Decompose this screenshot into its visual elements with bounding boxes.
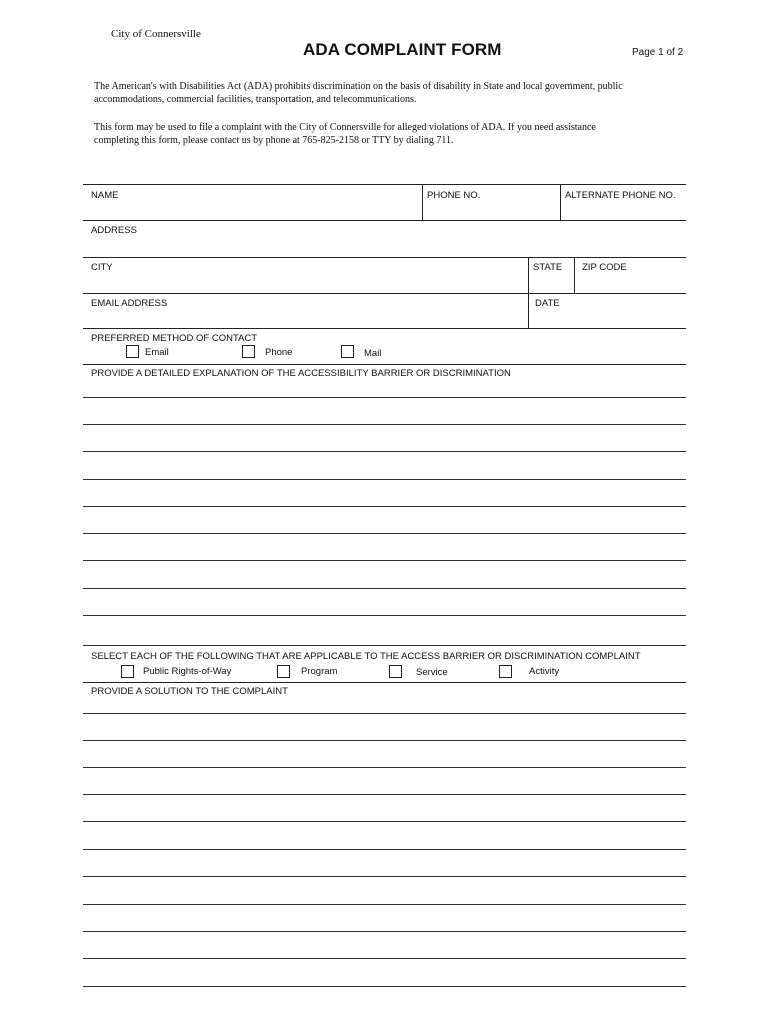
service-label: Service bbox=[416, 667, 448, 678]
page-number: Page 1 of 2 bbox=[632, 47, 684, 58]
solution-line[interactable] bbox=[83, 986, 686, 987]
explanation-line[interactable] bbox=[83, 397, 686, 398]
state-field[interactable] bbox=[529, 258, 574, 292]
solution-line[interactable] bbox=[83, 713, 686, 714]
solution-line[interactable] bbox=[83, 931, 686, 932]
explanation-line[interactable] bbox=[83, 424, 686, 425]
explanation-line[interactable] bbox=[83, 615, 686, 616]
explanation-line[interactable] bbox=[83, 588, 686, 589]
date-label: DATE bbox=[535, 298, 560, 309]
solution-line[interactable] bbox=[83, 904, 686, 905]
solution-line[interactable] bbox=[83, 740, 686, 741]
form-title: ADA COMPLAINT FORM bbox=[303, 40, 502, 59]
solution-line[interactable] bbox=[83, 958, 686, 959]
activity-label: Activity bbox=[529, 666, 560, 677]
city-field[interactable] bbox=[83, 258, 528, 292]
solution-line[interactable] bbox=[83, 849, 686, 850]
solution-line[interactable] bbox=[83, 794, 686, 795]
program-label: Program bbox=[301, 666, 338, 677]
explanation-line[interactable] bbox=[83, 645, 686, 646]
explanation-line[interactable] bbox=[83, 560, 686, 561]
solution-line[interactable] bbox=[83, 821, 686, 822]
state-label: STATE bbox=[533, 262, 563, 273]
email-checkbox[interactable] bbox=[126, 345, 139, 358]
explanation-label: PROVIDE A DETAILED EXPLANATION OF THE ACCESSIBILITY BARRIER OR DISCRIMINATION bbox=[91, 368, 511, 379]
email-field[interactable] bbox=[83, 294, 528, 328]
activity-checkbox[interactable] bbox=[499, 665, 512, 678]
email-option-label: Email bbox=[145, 347, 169, 358]
city-name: City of Connersville bbox=[111, 28, 201, 40]
phone-field[interactable] bbox=[423, 185, 560, 220]
zip-field[interactable] bbox=[575, 258, 686, 292]
intro-line: The American's with Disabilities Act (ADA) prohibits discrimination on the basis of disability in State and local government, public bbox=[94, 81, 623, 92]
phone-option-label: Phone bbox=[265, 347, 293, 358]
intro-line: This form may be used to file a complaint with the City of Connersville for alleged violations of ADA. If you need assistance bbox=[94, 122, 596, 133]
row-divider bbox=[83, 364, 686, 365]
explanation-line[interactable] bbox=[83, 451, 686, 452]
alt-phone-field[interactable] bbox=[561, 185, 686, 220]
explanation-line[interactable] bbox=[83, 533, 686, 534]
service-checkbox[interactable] bbox=[389, 665, 402, 678]
mail-checkbox[interactable] bbox=[341, 345, 354, 358]
public-rights-of-way-checkbox[interactable] bbox=[121, 665, 134, 678]
row-divider bbox=[83, 328, 686, 329]
phone-label: PHONE NO. bbox=[427, 190, 481, 201]
address-label: ADDRESS bbox=[91, 225, 137, 236]
name-label: NAME bbox=[91, 190, 119, 201]
intro-paragraph-assistance bbox=[94, 121, 704, 147]
city-label: CITY bbox=[91, 262, 113, 273]
row-divider bbox=[83, 682, 686, 683]
zip-label: ZIP CODE bbox=[582, 262, 627, 273]
intro-line: accommodations, commercial facilities, transportation, and telecommunications. bbox=[94, 94, 417, 105]
public-rights-of-way-label: Public Rights-of-Way bbox=[143, 666, 232, 677]
mail-option-label: Mail bbox=[364, 348, 382, 359]
alt-phone-label: ALTERNATE PHONE NO. bbox=[565, 190, 676, 201]
intro-line: completing this form, please contact us by phone at 765-825-2158 or TTY by dialing 711. bbox=[94, 135, 454, 146]
solution-label: PROVIDE A SOLUTION TO THE COMPLAINT bbox=[91, 686, 288, 697]
address-field[interactable] bbox=[83, 221, 686, 256]
email-label: EMAIL ADDRESS bbox=[91, 298, 168, 309]
program-checkbox[interactable] bbox=[277, 665, 290, 678]
name-field[interactable] bbox=[83, 185, 422, 220]
contact-method-label: PREFERRED METHOD OF CONTACT bbox=[91, 333, 258, 344]
explanation-line[interactable] bbox=[83, 506, 686, 507]
intro-paragraph-ada bbox=[94, 80, 704, 106]
phone-checkbox[interactable] bbox=[242, 345, 255, 358]
solution-line[interactable] bbox=[83, 767, 686, 768]
date-field[interactable] bbox=[529, 294, 686, 328]
solution-line[interactable] bbox=[83, 876, 686, 877]
applicable-label: SELECT EACH OF THE FOLLOWING THAT ARE APPLICABLE TO THE ACCESS BARRIER OR DISCRIMINATION COMPLAINT bbox=[91, 651, 641, 662]
explanation-line[interactable] bbox=[83, 479, 686, 480]
